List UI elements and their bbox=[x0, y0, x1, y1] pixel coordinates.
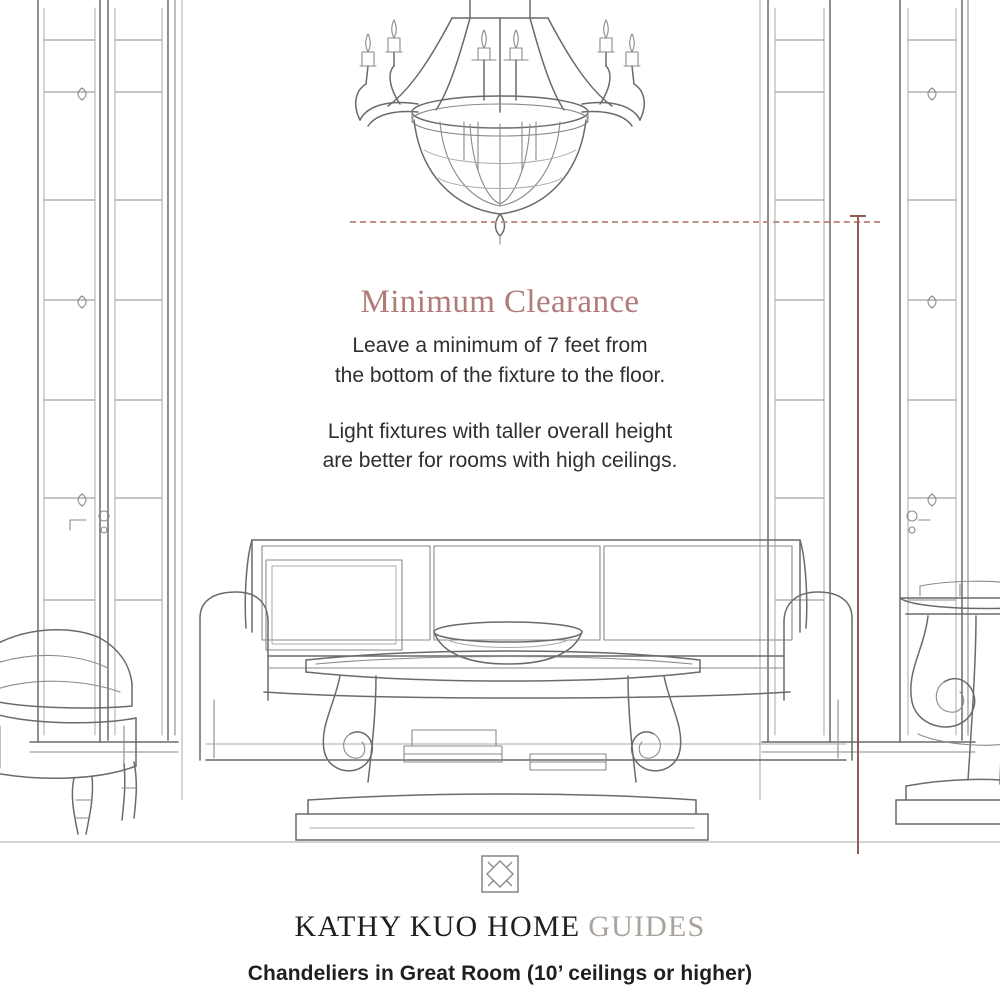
callout-paragraph2-line2: are better for rooms with high ceilings. bbox=[322, 449, 678, 473]
clearance-callout bbox=[272, 276, 728, 486]
paragraph-spacer bbox=[272, 391, 728, 417]
brand-suffix: GUIDES bbox=[588, 910, 706, 943]
diamond-in-square-monogram-icon bbox=[480, 854, 520, 894]
coffee-table bbox=[296, 651, 708, 840]
minimum-clearance-dashed-line bbox=[350, 221, 880, 223]
brand-name: KATHY KUO HOME bbox=[294, 910, 581, 943]
vertical-measurement-line bbox=[857, 216, 859, 874]
footer bbox=[0, 854, 1000, 1000]
decorative-bowl bbox=[434, 622, 582, 664]
brand-lockup bbox=[0, 910, 1000, 944]
console-table-right bbox=[896, 581, 1000, 824]
guide-caption: Chandeliers in Great Room (10’ ceilings or higher) bbox=[247, 962, 753, 985]
callout-paragraph1-line1: Leave a minimum of 7 feet from bbox=[352, 334, 648, 357]
sofa bbox=[200, 540, 852, 760]
callout-paragraph2-line1: Light fixtures with taller overall height bbox=[327, 419, 673, 443]
callout-paragraph1-line2: the bottom of the fixture to the floor. bbox=[334, 363, 666, 387]
french-doors-right bbox=[762, 0, 975, 752]
french-doors-left bbox=[30, 0, 178, 752]
callout-title: Minimum Clearance bbox=[360, 284, 640, 320]
armchair-left bbox=[0, 630, 137, 834]
chandelier bbox=[356, 0, 645, 244]
